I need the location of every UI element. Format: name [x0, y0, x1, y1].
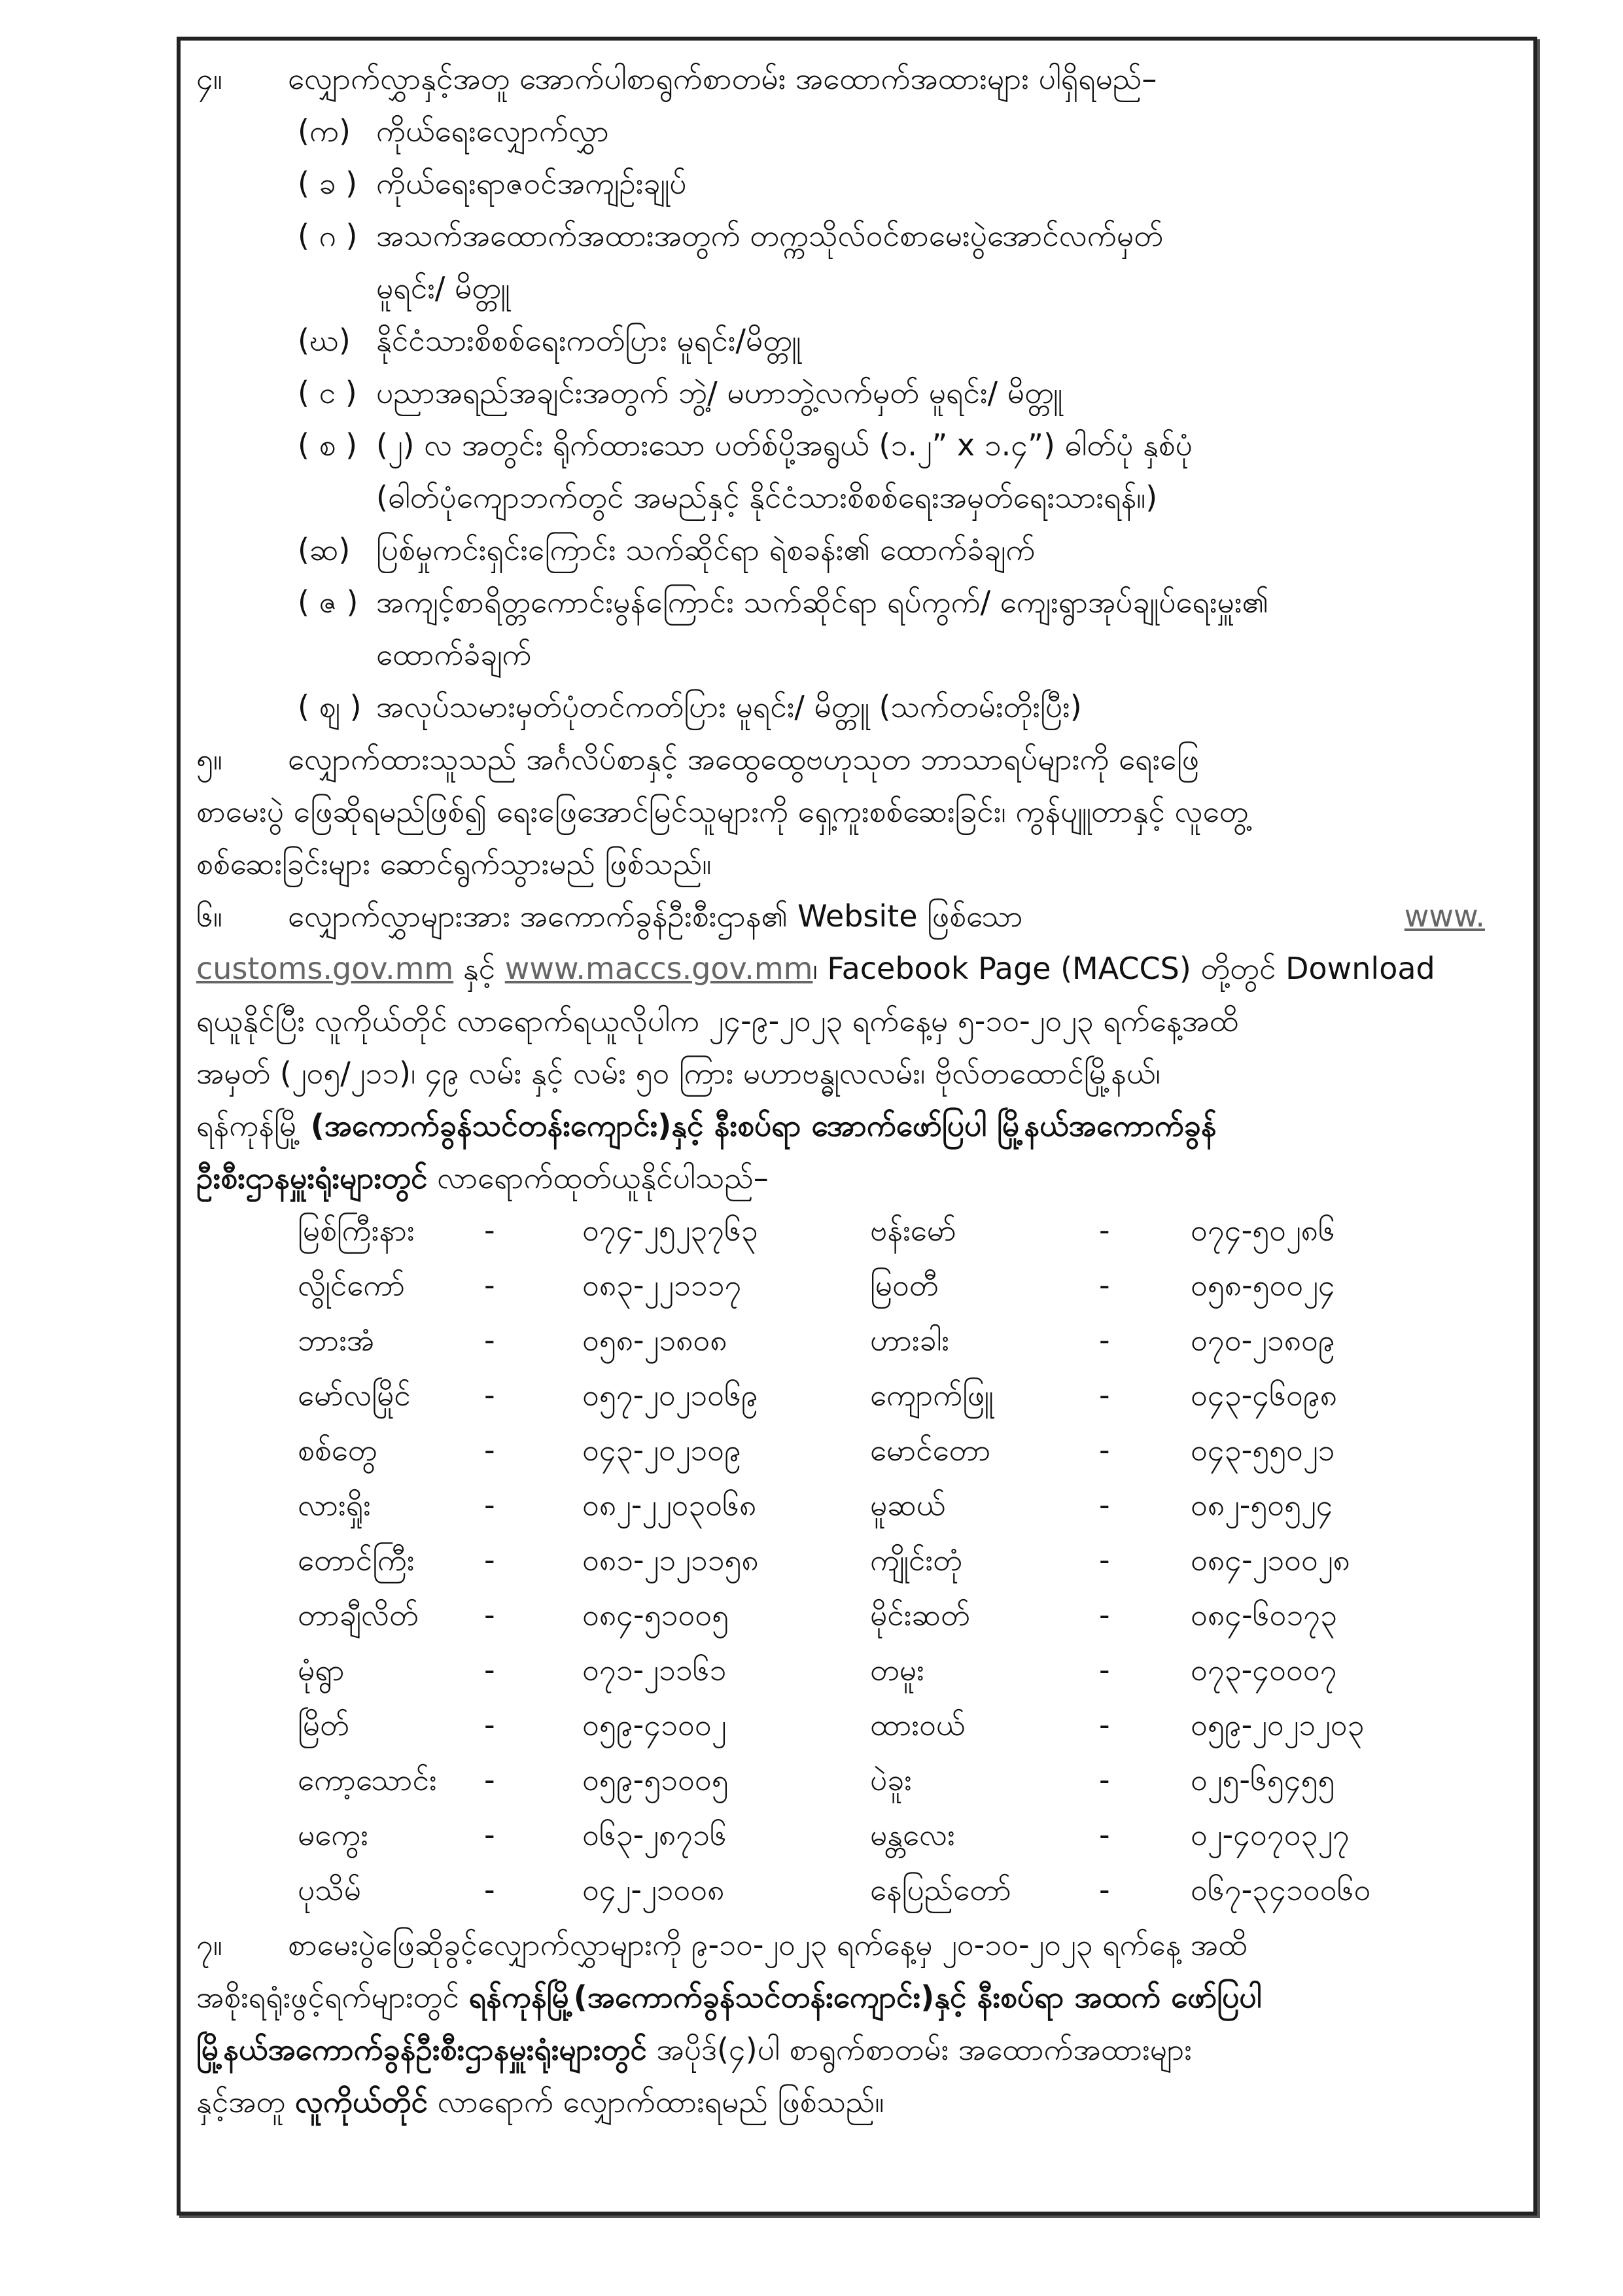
office-name: မူဆယ် — [870, 1487, 946, 1523]
list-item — [196, 157, 1537, 209]
office-name: မြစ်ကြီးနား — [298, 1212, 415, 1248]
separator-dash: - — [484, 1817, 495, 1852]
list-item-content — [298, 105, 609, 157]
separator-dash: - — [1099, 1487, 1110, 1523]
separator-dash: - — [484, 1377, 495, 1413]
list-item-label: ( ဂ ) — [298, 218, 358, 253]
office-name: မန္တလေး — [870, 1817, 955, 1852]
table-row — [196, 1424, 1537, 1479]
section-7-line-4 — [196, 2075, 1537, 2128]
office-phone: ၀၈၄-၅၁၀၀၅ — [582, 1597, 729, 1633]
office-phone: ၀၄၃-၅၅၀၂၁ — [1191, 1432, 1335, 1468]
separator-dash: - — [484, 1652, 495, 1687]
office-phone: ၀၈၃-၂၂၁၁၁၇ — [582, 1267, 742, 1303]
office-phone: ၀၆၃-၂၈၇၁၆ — [582, 1817, 727, 1852]
office-phone: ၀၈၂-၂၂၀၃၀၆၈ — [582, 1487, 757, 1523]
list-item-label: (က) — [298, 113, 351, 149]
section-7-line-1 — [196, 1918, 1537, 1971]
table-row — [196, 1369, 1537, 1424]
section-text: စာမေးပွဲ ဖြေဆိုရမည်ဖြစ်၍ ရေးဖြေအောင်မြင်သူများကို ရှေ့ကူးစစ်ဆေးခြင်း၊ ကွန်ပျူတာနှင့် လူတွေ့ — [196, 794, 1249, 829]
section-5-line-1 — [196, 733, 1537, 785]
office-phone: ၀၅၉-၅၁၀၀၅ — [582, 1762, 729, 1797]
office-name: တာချီလိတ် — [298, 1597, 419, 1633]
office-phone: ၀၇၃-၄၀၀၀၇ — [1191, 1652, 1337, 1687]
separator-dash: - — [484, 1212, 495, 1248]
office-phone: ၀၄၂-၂၁၀၀၈ — [582, 1872, 725, 1907]
list-item-content — [298, 157, 686, 209]
table-row — [196, 1259, 1537, 1314]
section-text: ရန်ကုန်မြို့ — [196, 1108, 311, 1143]
office-name: မောင်တော — [870, 1432, 991, 1468]
section-text: နှင့် — [453, 951, 505, 986]
list-item-text: မူရင်း/ မိတ္တူ — [376, 270, 510, 306]
list-item-content — [298, 576, 1268, 628]
office-name: မိုင်းဆတ် — [870, 1597, 970, 1633]
office-phone: ၀၇၁-၂၁၁၆၁ — [582, 1652, 727, 1687]
separator-dash: - — [1099, 1212, 1110, 1248]
office-name: ကော့သောင်း — [298, 1762, 437, 1797]
section-number: ၇။ — [196, 1927, 222, 1962]
section-text: လျှောက်ထားသူသည် အင်္ဂလိပ်စာနှင့် အထွေထွေဗဟုသုတ ဘာသာရပ်များကို ရေးဖြေ — [288, 741, 1200, 777]
section-number: ၆။ — [196, 898, 222, 934]
list-item-text: (ဓါတ်ပုံကျောဘက်တွင် အမည်နှင့် နိုင်ငံသားစိစစ်ရေးအမှတ်ရေးသားရန်။) — [376, 480, 1158, 515]
office-phone: ၀၈၁-၂၁၂၁၁၅၈ — [582, 1542, 759, 1578]
office-name: မုံရွာ — [298, 1652, 345, 1687]
section-text: ရယူနိုင်ပြီး လူကိုယ်တိုင် လာရောက်ရယူလိုပါက ၂၄-၉-၂၀၂၃ ရက်နေ့မှ ၅-၁၀-၂၀၂၃ ရက်နေ့အထိ — [196, 1003, 1239, 1038]
separator-dash: - — [1099, 1542, 1110, 1578]
separator-dash: - — [484, 1432, 495, 1468]
separator-dash: - — [1099, 1762, 1110, 1797]
separator-dash: - — [1099, 1872, 1110, 1907]
list-item — [196, 576, 1537, 628]
office-name: ထားဝယ် — [870, 1707, 966, 1742]
list-item-text: အကျင့်စာရိတ္တကောင်းမွန်ကြောင်း သက်ဆိုင်ရာ ရပ်ကွက်/ ကျေးရွာအုပ်ချုပ်ရေးမှူး၏ — [376, 584, 1269, 620]
list-item-continuation — [196, 262, 1537, 314]
table-row — [196, 1809, 1537, 1863]
separator-dash: - — [484, 1707, 495, 1742]
list-item-continuation — [196, 628, 1537, 680]
office-name: ကျောက်ဖြူ — [870, 1377, 994, 1413]
table-row — [196, 1314, 1537, 1369]
section-6-line-5 — [196, 1099, 1537, 1152]
list-item-text: ပြစ်မှုကင်းရှင်းကြောင်း သက်ဆိုင်ရာ ရဲစခန်း၏ ထောက်ခံချက် — [376, 532, 1036, 567]
list-item-text: အသက်အထောက်အထားအတွက် တက္ကသိုလ်ဝင်စာမေးပွဲအောင်လက်မှတ် — [376, 218, 1163, 253]
office-phone: ၀၄၃-၂၀၂၁၀၉ — [582, 1432, 741, 1468]
section-text: လျှောက်လွှာများအား အကောက်ခွန်ဦးစီးဌာန၏ Website ဖြစ်သော — [288, 898, 1023, 934]
office-phone: ၀၆၇-၃၄၁၀၀၆၀ — [1191, 1872, 1371, 1907]
website-link-maccs[interactable]: www.maccs.gov.mm — [504, 951, 813, 986]
section-text-bold: ဦးစီးဌာနမှူးရုံးများတွင် — [196, 1160, 428, 1195]
list-item-text: ထောက်ခံချက် — [376, 637, 532, 672]
office-phone: ၀၄၃-၄၆၀၉၈ — [1191, 1377, 1338, 1413]
separator-dash: - — [1099, 1432, 1110, 1468]
list-item-text: ကိုယ်ရေးလျှောက်လွှာ — [376, 113, 609, 149]
office-name: လားရှိုး — [298, 1487, 371, 1523]
office-name: မကွေး — [298, 1817, 368, 1852]
section-text: အမှတ် (၂၀၅/၂၁၁)၊ ၄၉ လမ်း နှင့် လမ်း ၅၀ ကြား မဟာဗန္ဓုလလမ်း၊ ဗိုလ်တထောင်မြို့နယ်၊ — [196, 1055, 1161, 1091]
office-name: ပဲခူး — [870, 1762, 912, 1797]
section-4-items — [196, 105, 1537, 733]
list-item-label: ( ဇ ) — [298, 584, 358, 620]
list-item — [196, 680, 1537, 733]
section-7-line-3 — [196, 2023, 1537, 2075]
separator-dash: - — [484, 1322, 495, 1358]
office-name: ကျိုင်းတုံ — [870, 1542, 962, 1578]
office-name: မော်လမြိုင် — [298, 1377, 411, 1413]
office-phone: ၀၅၉-၂၀၂၁၂၀၃ — [1191, 1707, 1365, 1742]
office-name: ဗန်းမော် — [870, 1212, 956, 1248]
table-row — [196, 1644, 1537, 1699]
list-item-content — [298, 419, 1193, 471]
office-name: ပုသိမ် — [298, 1872, 361, 1907]
list-item-label: ( စ ) — [298, 427, 358, 463]
list-item — [196, 419, 1537, 471]
list-item-content — [298, 680, 1082, 733]
separator-dash: - — [1099, 1322, 1110, 1358]
section-text-bold: လူကိုယ်တိုင် — [294, 2084, 428, 2119]
office-phone: ၀၅၉-၄၁၀၀၂ — [582, 1707, 727, 1742]
office-phone: ၀၂၅-၆၅၄၅၅ — [1191, 1762, 1335, 1797]
office-name: နေပြည်တော် — [870, 1872, 1011, 1907]
section-text: စာမေးပွဲဖြေဆိုခွင့်လျှောက်လွှာများကို ၉-၁၀-၂၀၂၃ ရက်နေ့မှ ၂၀-၁၀-၂၀၂၃ ရက်နေ့ အထိ — [288, 1927, 1248, 1962]
list-item-text: အလုပ်သမားမှတ်ပုံတင်ကတ်ပြား မူရင်း/ မိတ္တူ (သက်တမ်းတိုးပြီး) — [376, 689, 1082, 724]
office-phone: ၀၅၈-၅၀၀၂၄ — [1191, 1267, 1335, 1303]
list-item-label: (ဆ) — [298, 532, 351, 567]
office-table — [196, 1204, 1537, 1918]
list-item-content — [298, 314, 801, 366]
section-6-line-1 — [196, 890, 1537, 942]
office-name: တောင်ကြီး — [298, 1542, 415, 1578]
section-text: အပိုဒ်(၄)ပါ စာရွက်စာတမ်း အထောက်အထားများ — [646, 2032, 1192, 2067]
list-item-text: ပညာအရည်အချင်းအတွက် ဘွဲ့/ မဟာဘွဲ့လက်မှတ် မူရင်း/ မိတ္တူ — [376, 375, 1063, 410]
list-item-content — [298, 366, 1062, 419]
section-text: အစိုးရရုံးဖွင့်ရက်များတွင် — [196, 1979, 469, 2015]
list-item-label: ( င ) — [298, 375, 357, 410]
table-row — [196, 1699, 1537, 1754]
section-6-line-4 — [196, 1047, 1537, 1099]
list-item — [196, 105, 1537, 157]
section-number: ၅။ — [196, 741, 222, 777]
website-link-customs[interactable]: www. — [1404, 898, 1485, 934]
section-text-bold: (အကောက်ခွန်သင်တန်းကျောင်း)နှင့် နီးစပ်ရာ အောက်ဖော်ပြပါ မြို့နယ်အကောက်ခွန် — [310, 1108, 1217, 1143]
office-name: ဟားခါး — [870, 1322, 950, 1358]
list-item-label: ( ဈ ) — [298, 689, 362, 724]
table-row — [196, 1204, 1537, 1259]
office-phone: ၀၅၈-၂၁၈၀၈ — [582, 1322, 727, 1358]
list-item-text: (၂) လ အတွင်း ရိုက်ထားသော ပတ်စ်ပို့အရွယ် (၁.၂” x ၁.၄”) ဓါတ်ပုံ နှစ်ပုံ — [376, 427, 1193, 463]
separator-dash: - — [484, 1487, 495, 1523]
document-body — [196, 52, 1537, 2128]
list-item-label: (ဃ) — [298, 323, 351, 358]
section-7-line-2 — [196, 1971, 1537, 2023]
list-item — [196, 209, 1537, 262]
office-phone: ၀၈၄-၂၁၀၀၂၈ — [1191, 1542, 1350, 1578]
office-name: လွိုင်ကော် — [298, 1267, 406, 1303]
list-item-content — [298, 209, 1163, 262]
section-text: လာရောက် လျှောက်ထားရမည် ဖြစ်သည်။ — [428, 2084, 884, 2119]
separator-dash: - — [484, 1267, 495, 1303]
separator-dash: - — [484, 1542, 495, 1578]
office-phone: ၀၈၂-၅၀၅၂၄ — [1191, 1487, 1333, 1523]
table-row — [196, 1534, 1537, 1589]
separator-dash: - — [484, 1762, 495, 1797]
separator-dash: - — [1099, 1707, 1110, 1742]
section-text: နှင့်အတူ — [196, 2084, 295, 2119]
separator-dash: - — [1099, 1817, 1110, 1852]
separator-dash: - — [484, 1597, 495, 1633]
table-row — [196, 1754, 1537, 1809]
office-name: မြဝတီ — [870, 1267, 939, 1303]
separator-dash: - — [1099, 1377, 1110, 1413]
section-6-line-2 — [196, 942, 1537, 995]
list-item-label: ( ခ ) — [298, 166, 358, 201]
table-row — [196, 1479, 1537, 1534]
section-text-bold: ရန်ကုန်မြို့(အကောက်ခွန်သင်တန်းကျောင်း)နှင့် နီးစပ်ရာ အထက် ဖော်ပြပါ — [468, 1979, 1262, 2015]
office-name: မြိတ် — [298, 1707, 349, 1742]
list-item — [196, 523, 1537, 576]
list-item — [196, 366, 1537, 419]
office-phone: ၀၂-၄၀၇၀၃၂၇ — [1191, 1817, 1350, 1852]
list-item-text: နိုင်ငံသားစိစစ်ရေးကတ်ပြား မူရင်း/မိတ္တူ — [376, 323, 801, 358]
section-text: စစ်ဆေးခြင်းများ ဆောင်ရွက်သွားမည် ဖြစ်သည်။ — [196, 846, 712, 881]
office-name: စစ်တွေ — [298, 1432, 377, 1468]
list-item — [196, 314, 1537, 366]
section-6-line-3 — [196, 995, 1537, 1047]
section-text: ၊ Facebook Page (MACCS) တို့တွင် Download — [812, 951, 1435, 986]
office-phone: ၀၇၄-၅၀၂၈၆ — [1191, 1212, 1335, 1248]
section-text-bold: မြို့နယ်အကောက်ခွန်ဦးစီးဌာနမှူးရုံးများတွင် — [196, 2032, 647, 2067]
list-item-text: ကိုယ်ရေးရာဇဝင်အကျဉ်းချုပ် — [376, 166, 687, 201]
office-phone: ၀၅၇-၂၀၂၁၀၆၉ — [582, 1377, 758, 1413]
separator-dash: - — [1099, 1597, 1110, 1633]
list-item-continuation — [196, 471, 1537, 523]
section-4-heading — [196, 52, 1537, 105]
section-text: လျှောက်လွှာနှင့်အတူ အောက်ပါစာရွက်စာတမ်း အထောက်အထားများ ပါရှိရမည်– — [288, 61, 1157, 96]
section-number: ၄။ — [196, 61, 222, 96]
table-row — [196, 1863, 1537, 1918]
office-phone: ၀၈၄-၆၀၁၇၃ — [1191, 1597, 1338, 1633]
office-name: တမူး — [870, 1652, 924, 1687]
section-5-line-2 — [196, 785, 1537, 838]
website-link-customs[interactable]: customs.gov.mm — [196, 951, 454, 986]
office-phone: ၀၇၄-၂၅၂၃၇၆၃ — [582, 1212, 758, 1248]
office-name: ဘားအံ — [298, 1322, 375, 1358]
section-text: လာရောက်ထုတ်ယူနိုင်ပါသည်– — [427, 1160, 769, 1195]
section-5-line-3 — [196, 838, 1537, 890]
table-row — [196, 1589, 1537, 1644]
separator-dash: - — [1099, 1267, 1110, 1303]
office-phone: ၀၇၀-၂၁၈၀၉ — [1191, 1322, 1335, 1358]
separator-dash: - — [484, 1872, 495, 1907]
separator-dash: - — [1099, 1652, 1110, 1687]
section-6-line-6 — [196, 1152, 1537, 1204]
list-item-content — [298, 523, 1035, 576]
